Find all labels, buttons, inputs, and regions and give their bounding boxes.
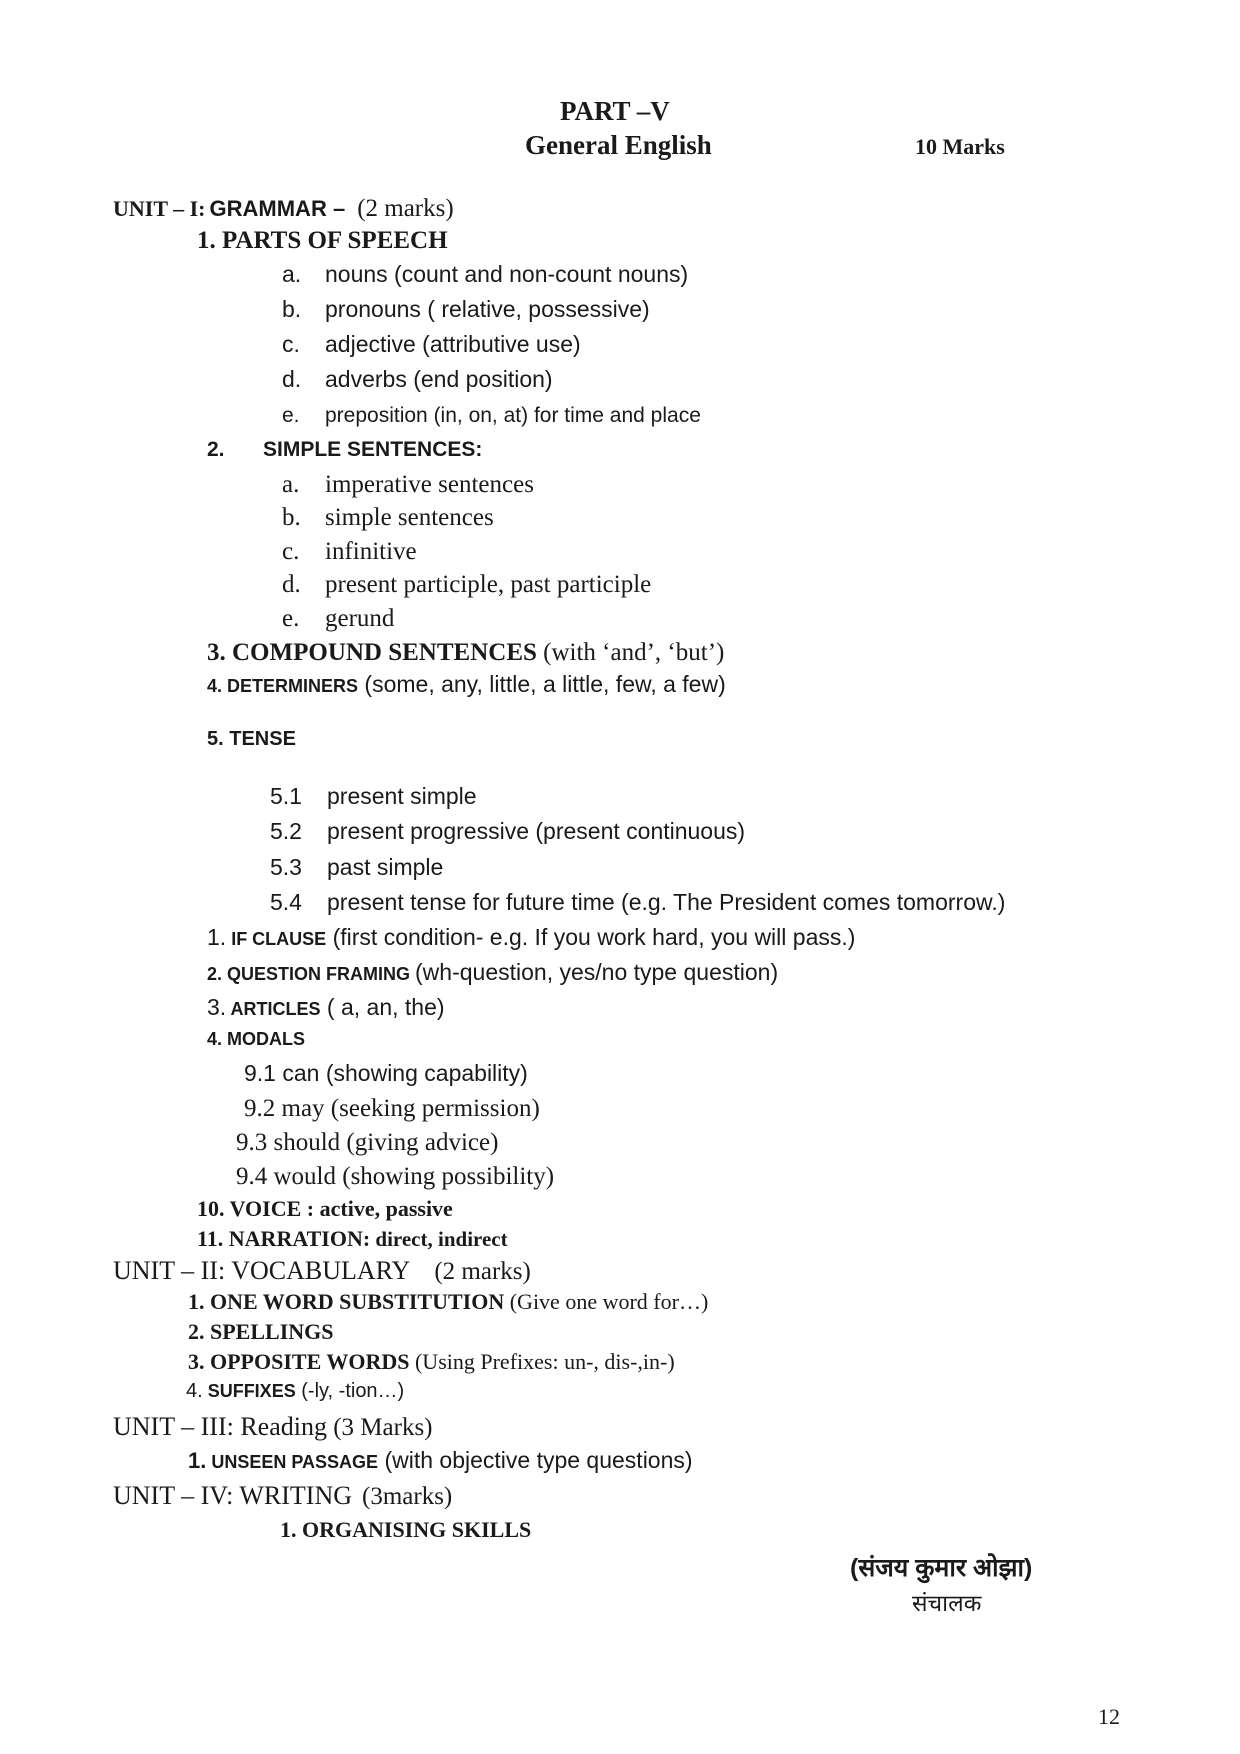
vocab-spellings: 2. SPELLINGS bbox=[188, 1319, 334, 1344]
section-if-clause: 1. IF CLAUSE (first condition- e.g. If you work hard, you will pass.) bbox=[207, 924, 856, 950]
list-item: a. imperative sentences bbox=[282, 471, 534, 498]
unit-1-marks: (2 marks) bbox=[357, 195, 454, 222]
list-item: d. present participle, past participle bbox=[282, 571, 652, 598]
unit-1-label: UNIT – I: bbox=[113, 196, 206, 221]
unit-4-heading: UNIT – IV: WRITING (3marks) bbox=[113, 1481, 453, 1510]
section-question-framing: 2. QUESTION FRAMING (wh-question, yes/no type question) bbox=[207, 959, 779, 985]
list-item: 9.4 would (showing possibility) bbox=[236, 1163, 555, 1190]
section-tense: 5. TENSE bbox=[207, 728, 296, 750]
section-modals: 4. MODALS bbox=[207, 1029, 306, 1049]
list-item: 9.3 should (giving advice) bbox=[236, 1129, 499, 1156]
signatory-name: (संजय कुमार ओझा) bbox=[850, 1554, 1033, 1582]
list-item: e. preposition (in, on, at) for time and place bbox=[282, 404, 701, 427]
part-heading: PART –V bbox=[560, 96, 670, 126]
signatory-designation: संचालक bbox=[912, 1590, 982, 1616]
list-item: 5.2 present progressive (present continuous) bbox=[270, 818, 746, 844]
section-voice: 10. VOICE : active, passive bbox=[197, 1196, 453, 1221]
section-determiners: 4. DETERMINERS (some, any, little, a little, few, a few) bbox=[207, 671, 726, 697]
unit-1-name: GRAMMAR – bbox=[209, 196, 346, 221]
vocab-suffixes: 4. SUFFIXES (-ly, -tion…) bbox=[186, 1380, 405, 1402]
unit-1-heading bbox=[113, 196, 454, 221]
page-number: 12 bbox=[1098, 1704, 1120, 1729]
list-item: 9.1 can (showing capability) bbox=[244, 1060, 528, 1086]
list-item: b. simple sentences bbox=[282, 504, 494, 531]
section-simple-sentences: 2. SIMPLE SENTENCES: bbox=[207, 438, 483, 461]
vocab-opposite-words: 3. OPPOSITE WORDS (Using Prefixes: un-, dis-,in-) bbox=[188, 1349, 675, 1374]
section-articles: 3. ARTICLES ( a, an, the) bbox=[207, 994, 445, 1020]
section-parts-of-speech: 1. PARTS OF SPEECH bbox=[197, 227, 448, 254]
list-item: e. gerund bbox=[282, 605, 395, 632]
unit-3-heading: UNIT – III: Reading (3 Marks) bbox=[113, 1412, 433, 1441]
list-item: a. nouns (count and non-count nouns) bbox=[282, 261, 689, 287]
list-item: c. infinitive bbox=[282, 538, 417, 565]
section-compound-sentences: 3. COMPOUND SENTENCES (with ‘and’, ‘but’) bbox=[207, 639, 725, 666]
total-marks: 10 Marks bbox=[915, 134, 1005, 159]
subject-title: General English bbox=[525, 130, 712, 160]
list-item: b. pronouns ( relative, possessive) bbox=[282, 296, 650, 322]
writing-organising-skills: 1. ORGANISING SKILLS bbox=[280, 1517, 532, 1542]
list-item: 9.2 may (seeking permission) bbox=[244, 1095, 540, 1122]
vocab-one-word-substitution: 1. ONE WORD SUBSTITUTION (Give one word for…) bbox=[188, 1289, 709, 1314]
list-item: 5.1 present simple bbox=[270, 783, 477, 809]
section-narration: 11. NARRATION: direct, indirect bbox=[197, 1226, 508, 1251]
unit-2-heading: UNIT – II: VOCABULARY (2 marks) bbox=[113, 1256, 531, 1285]
reading-unseen-passage: 1. UNSEEN PASSAGE (with objective type questions) bbox=[188, 1447, 693, 1473]
list-item: d. adverbs (end position) bbox=[282, 366, 553, 392]
list-item: 5.4 present tense for future time (e.g. The President comes tomorrow.) bbox=[270, 889, 1006, 915]
list-item: 5.3 past simple bbox=[270, 854, 444, 880]
list-item: c. adjective (attributive use) bbox=[282, 331, 581, 357]
